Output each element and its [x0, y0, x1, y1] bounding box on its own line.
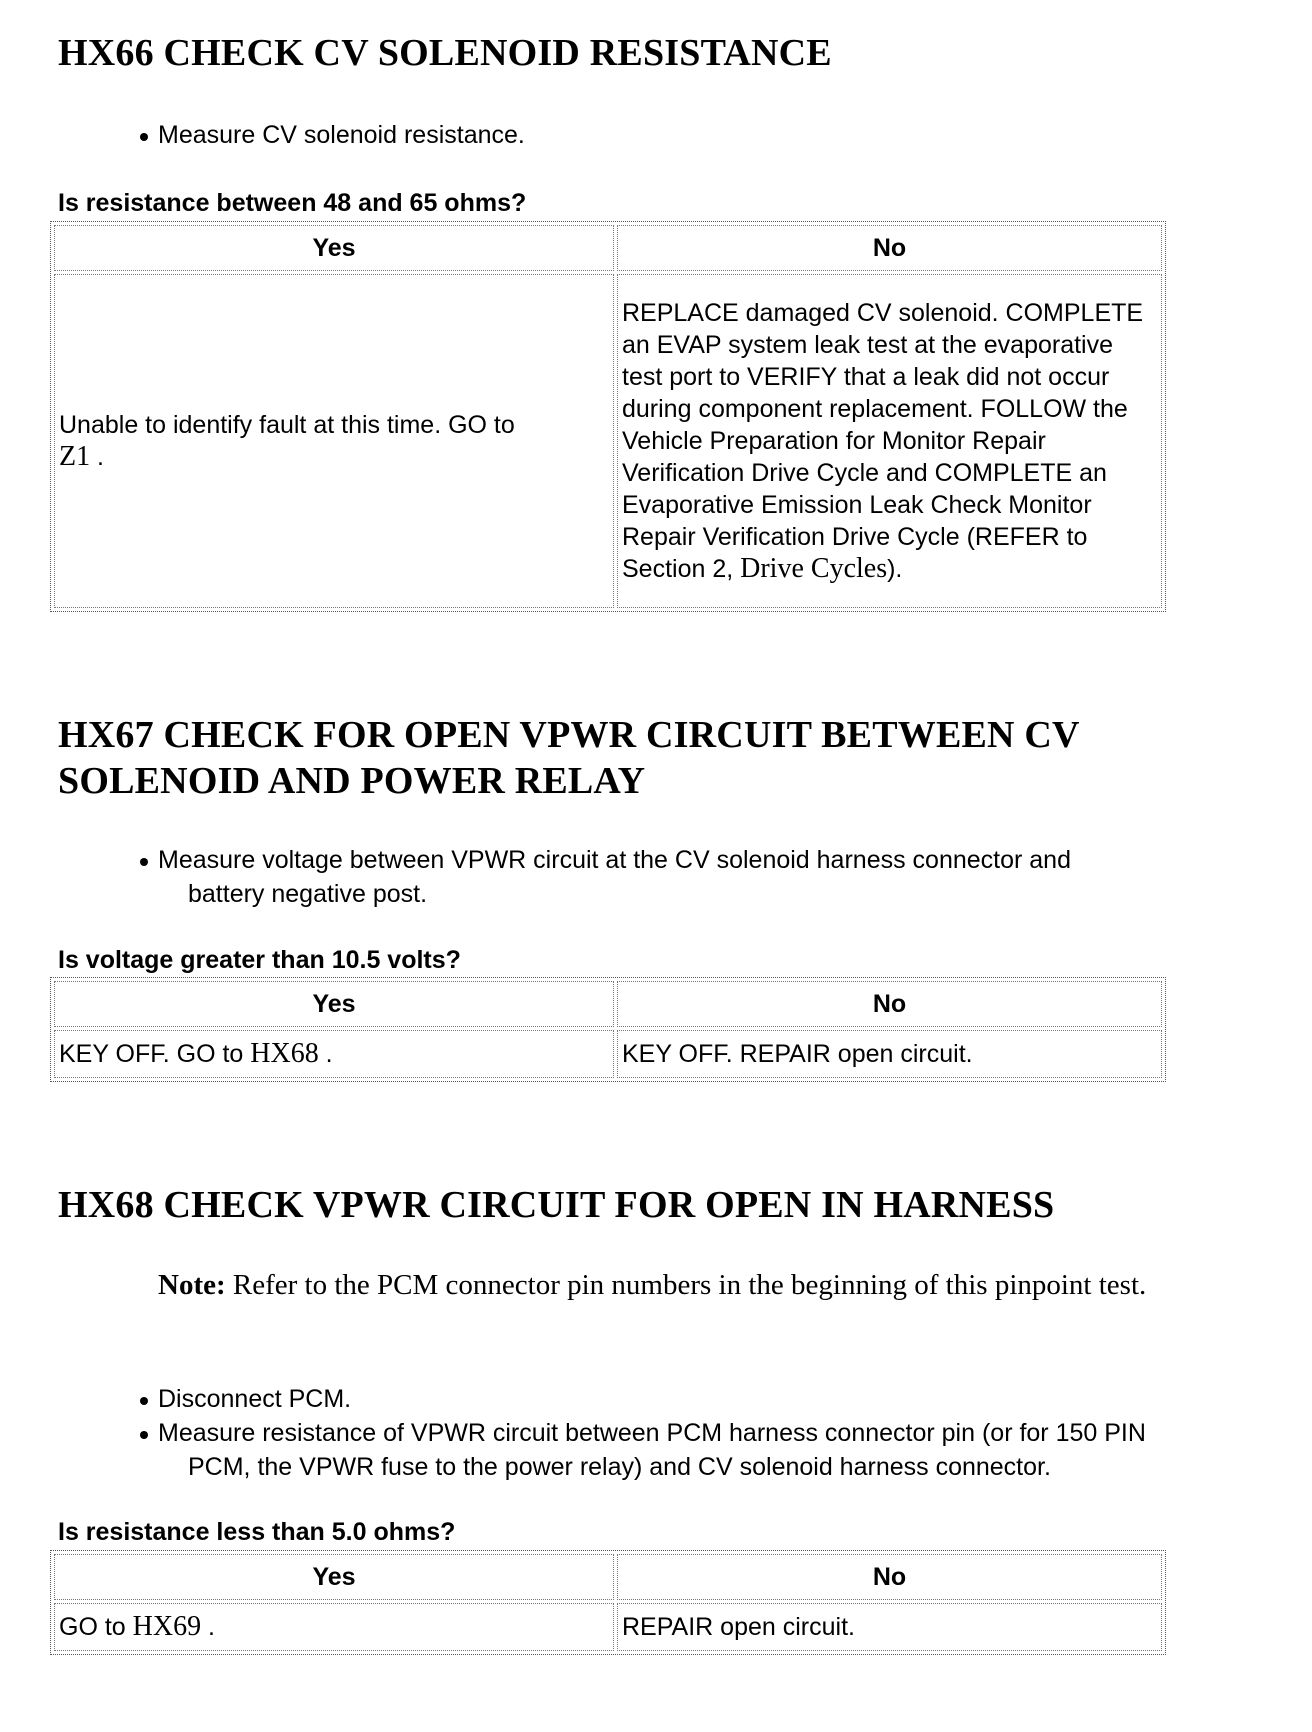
table-row: [54, 274, 1162, 608]
result-table-hx67: [50, 977, 1166, 1082]
bullet-icon: [140, 133, 148, 141]
bullet-list-hx66: [140, 118, 1270, 152]
link-z1[interactable]: Z1: [59, 441, 91, 472]
note-text: Refer to the PCM connector pin numbers in the beginning of this pinpoint test.: [225, 1269, 1147, 1301]
bullet-item: Measure voltage between VPWR circuit at the CV solenoid harness connector and battery negative post.: [140, 843, 1270, 911]
link-drive-cycles[interactable]: Drive Cycles: [740, 553, 888, 584]
column-header-no: No: [617, 225, 1162, 271]
table-header-row: [54, 981, 1162, 1027]
table-row: [54, 1603, 1162, 1651]
column-header-yes: Yes: [54, 981, 614, 1027]
link-hx68[interactable]: HX68: [250, 1038, 319, 1069]
bullet-item: Measure resistance of VPWR circuit between PCM harness connector pin (or for 150 PIN PCM, the VPWR fuse to the power relay) and CV solenoid harness connector.: [140, 1416, 1270, 1484]
no-cell: REPLACE damaged CV solenoid. COMPLETE an EVAP system leak test at the evaporative test port to VERIFY that a leak did not occur during component replacement. FOLLOW the Vehicle Preparation for Monitor Repair Verification Drive Cycle and COMPLETE an Evaporative Emission Leak Check Monitor Repair Verification Drive Cycle (REFER to Section 2, Drive Cycles).: [617, 274, 1162, 608]
note-block: [158, 1265, 1238, 1305]
bullet-icon: [140, 1397, 148, 1405]
yes-cell: Unable to identify fault at this time. GO to Z1 .: [54, 274, 614, 608]
no-cell: KEY OFF. REPAIR open circuit.: [617, 1030, 1162, 1078]
bullet-icon: [140, 858, 148, 866]
no-cell: REPAIR open circuit.: [617, 1603, 1162, 1651]
bullet-icon: [140, 1431, 148, 1439]
question-hx66: Is resistance between 48 and 65 ohms?: [58, 189, 527, 217]
bullet-list-hx67: [140, 843, 1270, 911]
column-header-no: No: [617, 1554, 1162, 1600]
table-header-row: [54, 225, 1162, 271]
table-header-row: [54, 1554, 1162, 1600]
section-title-hx66: HX66 CHECK CV SOLENOID RESISTANCE: [58, 32, 832, 74]
column-header-no: No: [617, 981, 1162, 1027]
column-header-yes: Yes: [54, 1554, 614, 1600]
section-title-hx68: HX68 CHECK VPWR CIRCUIT FOR OPEN IN HARNESS: [58, 1184, 1055, 1226]
question-hx67: Is voltage greater than 10.5 volts?: [58, 946, 461, 974]
result-table-hx68: [50, 1550, 1166, 1655]
section-title-hx67: HX67 CHECK FOR OPEN VPWR CIRCUIT BETWEEN CV SOLENOID AND POWER RELAY: [58, 714, 1080, 802]
note-label: Note:: [158, 1269, 226, 1301]
table-row: [54, 1030, 1162, 1078]
question-hx68: Is resistance less than 5.0 ohms?: [58, 1518, 456, 1546]
yes-cell: GO to HX69 .: [54, 1603, 614, 1651]
result-table-hx66: [50, 221, 1166, 612]
bullet-item: Measure CV solenoid resistance.: [140, 118, 1270, 152]
link-hx69[interactable]: HX69: [132, 1611, 202, 1642]
bullet-list-hx68: [140, 1382, 1270, 1484]
bullet-item: Disconnect PCM.: [140, 1382, 1270, 1416]
column-header-yes: Yes: [54, 225, 614, 271]
yes-cell: KEY OFF. GO to HX68 .: [54, 1030, 614, 1078]
